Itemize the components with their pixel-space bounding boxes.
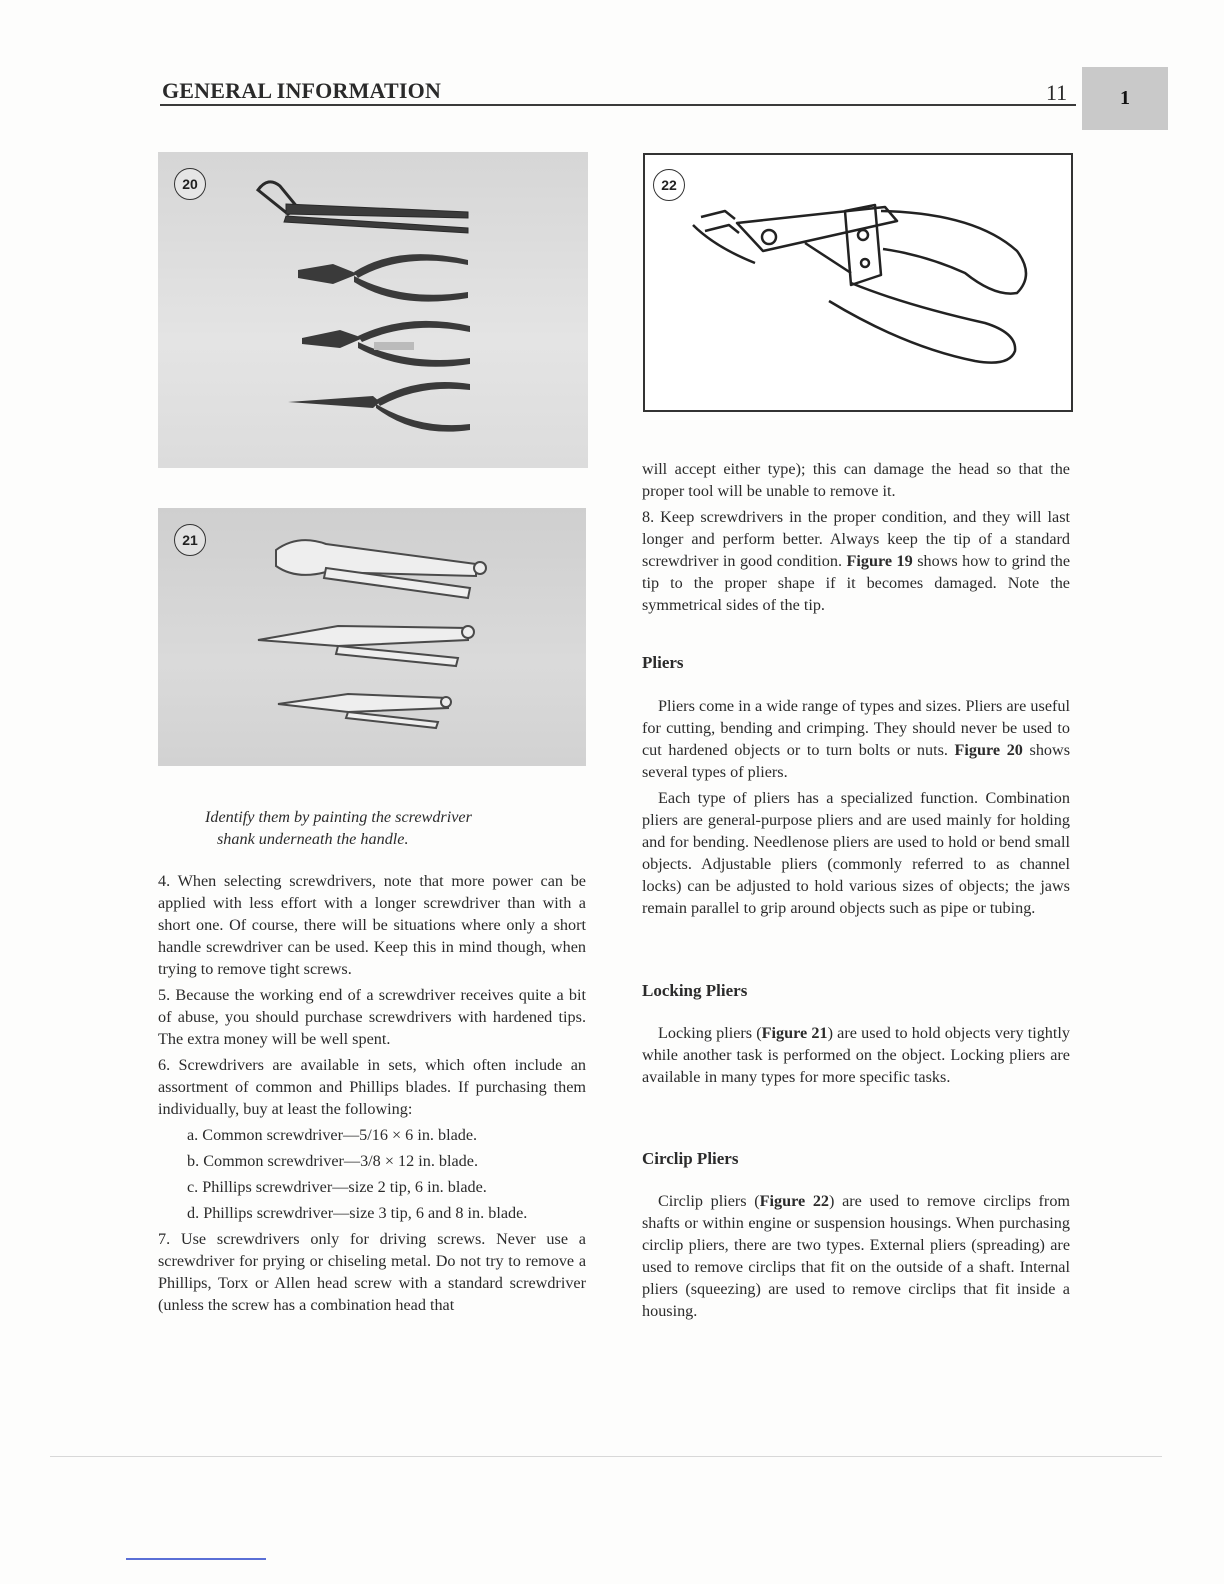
- list-item: c. Phillips screwdriver—size 2 tip, 6 in. blade.: [187, 1178, 487, 1196]
- circlip-pliers-icon: [693, 205, 1026, 363]
- figure-22-frame: [643, 153, 1073, 412]
- locking-text-start: Locking pliers (: [658, 1024, 762, 1042]
- figure-20-photo: [158, 152, 588, 468]
- caption-line-2: shank underneath the handle.: [217, 830, 409, 848]
- list-item: a. Common screwdriver—5/16 × 6 in. blade.: [187, 1126, 478, 1144]
- figure-22-badge: [653, 169, 685, 201]
- diagonal-cutters-icon: [298, 254, 468, 301]
- caption-line-1: Identify them by painting the screwdriver: [205, 808, 472, 826]
- locking-text-end: ) are used to hold objects very tightly while another task is performed on the object. Locking pliers are available in many types for more specific tasks.: [642, 1024, 1070, 1086]
- needlenose-pliers-icon: [288, 382, 470, 432]
- list-item: d. Phillips screwdriver—size 3 tip, 6 and 8 in. blade.: [187, 1204, 528, 1222]
- paragraph-8-text-end: shows how to grind the tip to the proper shape if it becomes damaged. Note the symmetrical sides of the tip.: [642, 552, 1071, 614]
- locking-pliers-large-icon: [276, 540, 486, 598]
- pliers-paragraph-2: Each type of pliers has a specialized function. Combination pliers are general-purpose pliers and are used mainly for holding and for bending. Needlenose pliers are used to hold or bend small objects. Adjustable pliers (commonly referred to as channel locks) can be adjusted to hold various sizes of objects; the jaws remain parallel to grip around objects such as pipe or tubing.: [642, 789, 1070, 917]
- locking-pliers-heading: Locking Pliers: [642, 981, 748, 1000]
- paragraph-8: [642, 506, 1070, 616]
- circlip-pliers-drawing: [645, 155, 1071, 410]
- figure-22-reference: Figure 22: [759, 1192, 830, 1210]
- right-column-intro: [642, 458, 1070, 620]
- locking-pliers-small-icon: [278, 694, 451, 728]
- figure-21-number: 21: [182, 532, 198, 548]
- locking-pliers-illustration: [158, 508, 586, 766]
- paragraph-8-text: 8. Keep screwdrivers in the proper condition, and they will last longer and perform better. Always keep the tip of a standard screwdriver in good condition.: [642, 508, 1070, 570]
- paragraph-7: 7. Use screwdrivers only for driving screws. Never use a screwdriver for prying or chiseling metal. Do not try to remove a Phillips, Torx or Allen head screw with a standard screwdriver (unless the screw has a combination head that: [158, 1230, 586, 1314]
- pliers-paragraph-1: [642, 695, 1070, 783]
- circlip-pliers-paragraph: [642, 1190, 1070, 1322]
- circlip-pliers-section: [642, 1190, 1070, 1326]
- header-rule: [160, 104, 1076, 106]
- paragraph-4: 4. When selecting screwdrivers, note that more power can be applied with less effort with a longer screwdriver than with a short one. Of course, there will be situations where only a short handle screwdriver can be used. Keep this in mind though, when trying to remove tight screws.: [158, 872, 586, 978]
- paragraph-7-continued: will accept either type); this can damage the head so that the proper tool will be unable to remove it.: [642, 460, 1070, 500]
- footer-underline: [126, 1558, 266, 1560]
- running-header-title: GENERAL INFORMATION: [162, 78, 442, 103]
- chapter-tab: [1082, 67, 1168, 130]
- footer-rule: [50, 1456, 1162, 1457]
- locking-pliers-longnose-icon: [258, 626, 474, 666]
- paragraph-6: 6. Screwdrivers are available in sets, which often include an assortment of common and Phillips blades. If purchasing them individually, buy at least the following:: [158, 1056, 586, 1118]
- figure-22-number: 22: [661, 177, 677, 193]
- figure-21-reference: Figure 21: [761, 1024, 828, 1042]
- list-item: b. Common screwdriver—3/8 × 12 in. blade.: [187, 1152, 479, 1170]
- chapter-tab-number: 1: [1120, 87, 1130, 109]
- left-column-body: [158, 870, 586, 1320]
- paragraph-5: 5. Because the working end of a screwdriver receives quite a bit of abuse, you should purchase screwdrivers with hardened tips. The extra money will be well spent.: [158, 986, 586, 1048]
- figure-20-reference: Figure 20: [954, 741, 1023, 759]
- slip-joint-pliers-icon: [302, 321, 470, 367]
- circlip-pliers-heading: Circlip Pliers: [642, 1149, 739, 1168]
- figure-21-badge: [174, 524, 206, 556]
- pliers-paragraph-1-text: Pliers come in a wide range of types and sizes. Pliers are useful for cutting, bending and crimping. They should never be used to cut hardened objects or to turn bolts or nuts.: [642, 697, 1070, 759]
- circlip-text-end: ) are used to remove circlips from shafts or within engine or suspension housings. When purchasing circlip pliers, there are two types. External pliers (spreading) are used to remove circlips that fit on the outside of a shaft. Internal pliers (squeezing) are used to remove circlips that fit inside a housing.: [642, 1192, 1071, 1320]
- figure-19-reference: Figure 19: [846, 552, 913, 570]
- figure-20-badge: [174, 168, 206, 200]
- locking-pliers-paragraph: [642, 1022, 1070, 1088]
- figure-caption: [205, 806, 550, 850]
- pliers-heading: Pliers: [642, 653, 684, 672]
- pliers-section: [642, 695, 1070, 923]
- figure-21-photo: [158, 508, 586, 766]
- circlip-text-start: Circlip pliers (: [658, 1192, 760, 1210]
- pliers-paragraph-1-end: shows several types of pliers.: [642, 741, 1070, 781]
- figure-20-number: 20: [182, 176, 198, 192]
- adjustable-pliers-icon: [258, 182, 468, 233]
- locking-pliers-section: [642, 1022, 1070, 1092]
- page-number: 11: [1046, 80, 1068, 105]
- pliers-set-illustration: [158, 152, 588, 468]
